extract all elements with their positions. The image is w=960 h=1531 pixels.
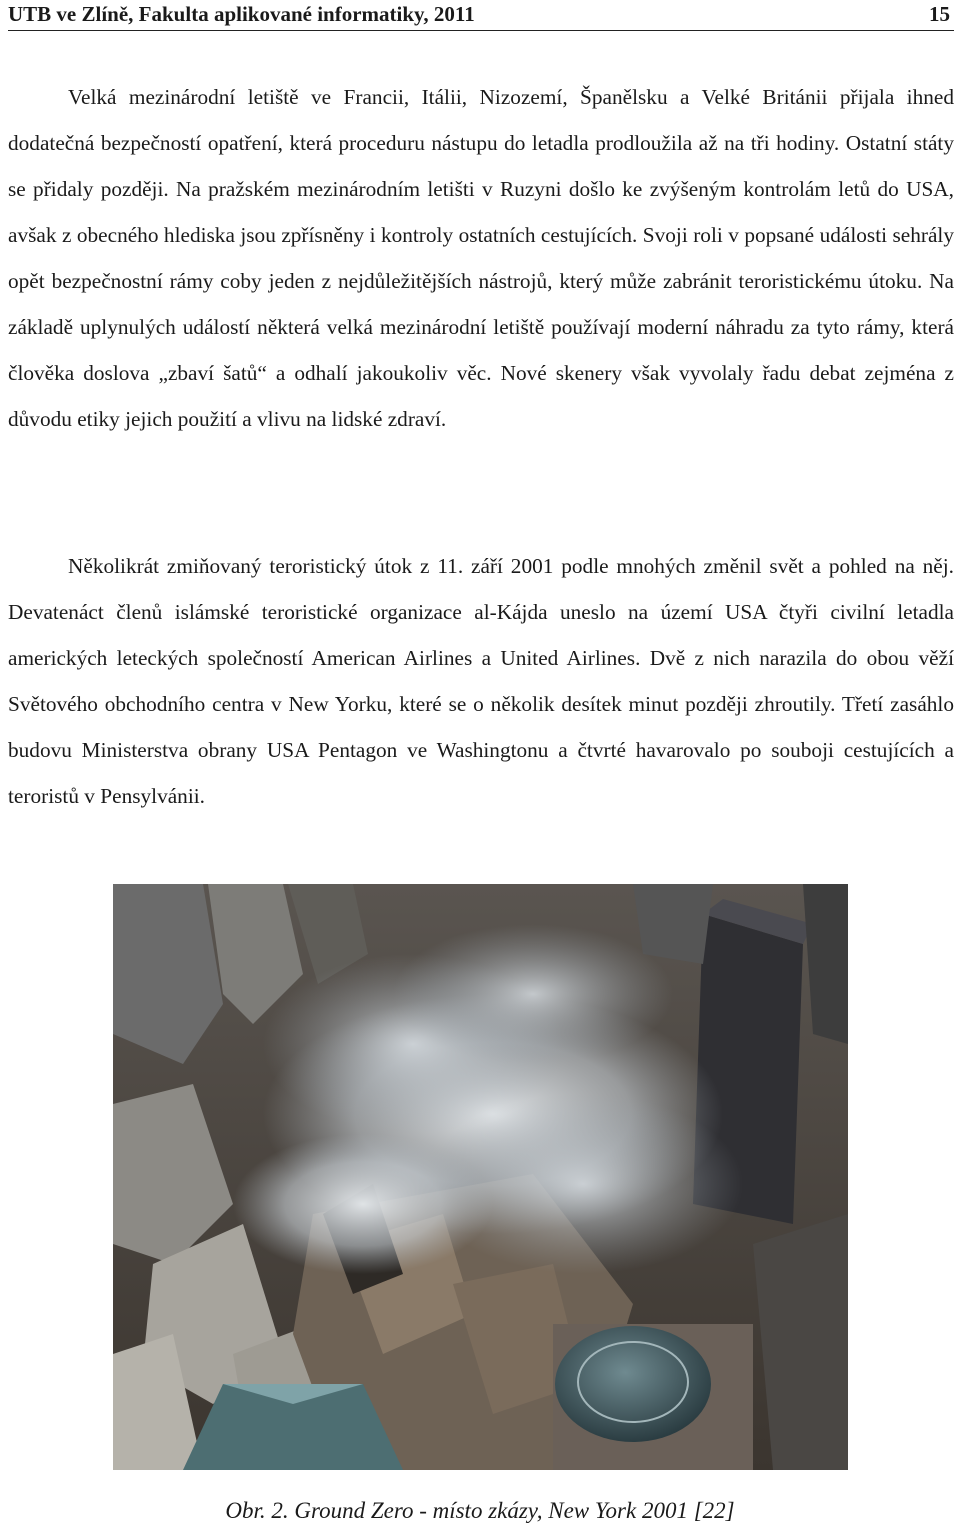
aerial-photo-illustration bbox=[113, 884, 848, 1470]
ground-zero-photo bbox=[113, 884, 848, 1470]
domed-building bbox=[553, 1324, 753, 1470]
paragraph-1 bbox=[8, 74, 954, 442]
page-number: 15 bbox=[929, 2, 950, 26]
figure-caption: Obr. 2. Ground Zero - místo zkázy, New York 2001 [22] bbox=[225, 1498, 735, 1523]
paragraph-2 bbox=[8, 543, 954, 819]
page-header bbox=[8, 0, 954, 31]
header-title: UTB ve Zlíně, Fakulta aplikované informatiky, 2011 bbox=[8, 2, 475, 26]
paragraph-1-text: Velká mezinárodní letiště ve Francii, Itálii, Nizozemí, Španělsku a Velké Británii přijala ihned dodatečná bezpečností opatření, která proceduru nástupu do letadla prodloužila až na tři hodiny. Ostatní státy se přidaly později. Na pražském mezinárodním letišti v Ruzyni došlo ke zvýšeným kontrolám letů do USA, avšak z obecného hlediska jsou zpřísněny i kontroly ostatních cestujících. Svoji roli v popsané události sehrály opět bezpečnostní rámy coby jeden z nejdůležitějších nástrojů, který může zabránit teroristickému útoku. Na základě uplynulých událostí některá velká mezinárodní letiště používají moderní náhradu za tyto rámy, která člověka doslova „zbaví šatů“ a odhalí jakoukoliv věc. Nové skenery však vyvolaly řadu debat zejména z důvodu etiky jejich použití a vlivu na lidské zdraví. bbox=[8, 85, 954, 431]
paragraph-2-text: Několikrát zmiňovaný teroristický útok z 11. září 2001 podle mnohých změnil svět a pohled na něj. Devatenáct členů islámské teroristické organizace al-Kájda uneslo na území USA čtyři civilní letadla amerických leteckých společností American Airlines a United Airlines. Dvě z nich narazila do obou věží Světového obchodního centra v New Yorku, které se o několik desítek minut později zhroutily. Třetí zasáhlo budovu Ministerstva obrany USA Pentagon ve Washingtonu a čtvrté havarovalo po souboji cestujících a teroristů v Pensylvánii. bbox=[8, 554, 954, 808]
